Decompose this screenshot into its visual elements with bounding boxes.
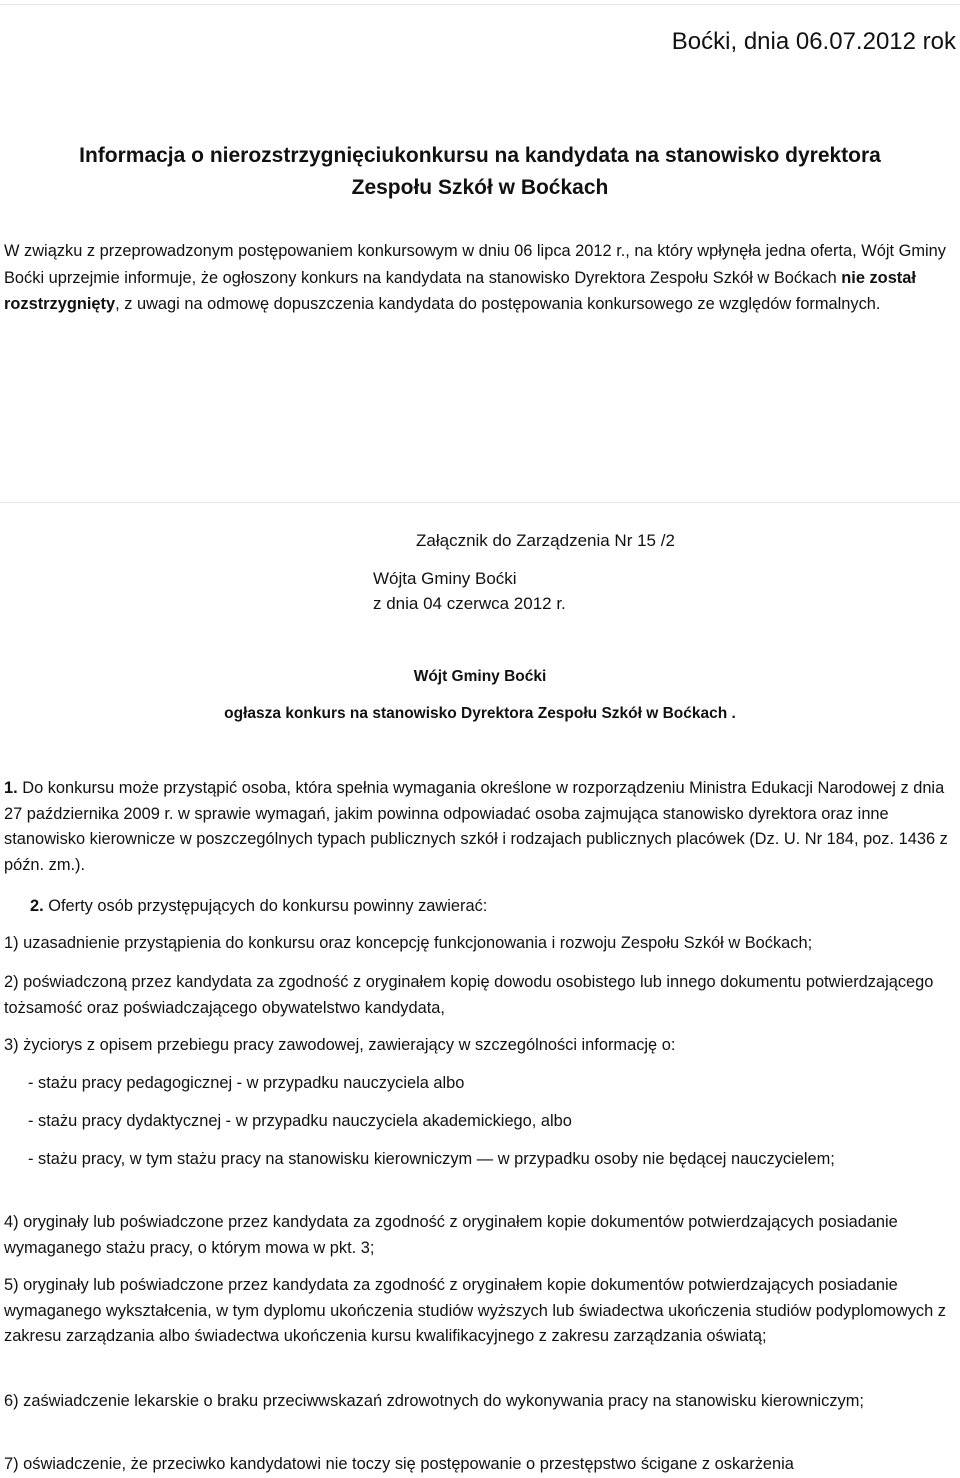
section-2-text: Oferty osób przystępujących do konkursu powinny zawierać: xyxy=(43,897,488,915)
section-2-number: 2. xyxy=(30,897,44,915)
notice-text-end: , z uwagi na odmowę dopuszczenia kandydata do postępowania konkursowego ze względów formalnych. xyxy=(115,295,881,313)
notice-bold-text: nie został rozstrzygnięty xyxy=(4,268,916,313)
document-title xyxy=(0,140,960,204)
annex-line-2: Wójta Gminy Boćki xyxy=(373,569,517,588)
section-2-intro xyxy=(4,894,954,920)
list-item: 3) życiorys z opisem przebiegu pracy zawodowej, zawierający w szczególności informację o: xyxy=(4,1036,676,1054)
announcement-subheading: ogłasza konkurs na stanowisko Dyrektora Zespołu Szkół w Boćkach . xyxy=(224,705,736,722)
section-1-text: Do konkursu może przystąpić osoba, która spełnia wymagania określone w rozporządzeniu Ministra Edukacji Narodowej z dnia 27 października 2009 r. w sprawie wymagań, jakim powinna odpowiadać osoba zajmująca stanowisko dyrektora oraz inne stanowisko kierownicze w poszczególnych typach publicznych szkół i rodzajach publicznych placówek (Dz. U. Nr 184, poz. 1436 z późn. zm.). xyxy=(4,779,948,874)
section-divider xyxy=(0,502,960,503)
annex-line-3: z dnia 04 czerwca 2012 r. xyxy=(373,594,566,613)
list-subitem xyxy=(4,1147,954,1173)
top-divider xyxy=(0,4,960,5)
notice-text-start: W związku z przeprowadzonym postępowaniem konkursowym w dniu 06 lipca 2012 r., na który wpłynęła jedna oferta, Wójt Gminy Boćki uprzejmie informuje, że ogłoszony konkurs na kandydata na stanowisko Dyrektora Zespołu Szkół w Boćkach xyxy=(4,242,946,287)
announcement-heading: Wójt Gminy Boćki xyxy=(413,668,547,685)
list-item: 1) uzasadnienie przystąpienia do konkursu oraz koncepcję funkcjonowania i rozwoju Zespołu Szkół w Boćkach; xyxy=(4,934,813,952)
list-item: 4) oryginały lub poświadczone przez kandydata za zgodność z oryginałem kopie dokumentów potwierdzających posiadanie wymaganego stażu pracy, o którym mowa w pkt. 3; xyxy=(4,1213,898,1257)
list-subitem-text: - stażu pracy, w tym stażu pracy na stanowisku kierowniczym — w przypadku osoby nie będącej nauczycielem; xyxy=(28,1150,835,1168)
list-subitem: - stażu pracy pedagogicznej - w przypadku nauczyciela albo xyxy=(28,1074,465,1092)
title-line-1: Informacja o nierozstrzygnięciukonkursu na kandydata na stanowisko dyrektora xyxy=(79,144,881,167)
list-item: 6) zaświadczenie lekarskie o braku przeciwwskazań zdrowotnych do wykonywania pracy na stanowisku kierowniczym; xyxy=(4,1392,864,1410)
list-item: 2) poświadczoną przez kandydata za zgodność z oryginałem kopię dowodu osobistego lub innego dokumentu potwierdzającego tożsamość oraz poświadczającego obywatelstwo kandydata, xyxy=(4,973,934,1017)
list-item: 5) oryginały lub poświadczone przez kandydata za zgodność z oryginałem kopie dokumentów potwierdzających posiadanie wymaganego wykształcenia, w tym dyplomu ukończenia studiów wyższych lub świadectwa ukończenia studiów podyplomowych z zakresu zarządzania albo świadectwa ukończenia kursu kwalifikacyjnego z zakresu zarządzania oświatą; xyxy=(4,1276,946,1345)
list-subitem: - stażu pracy dydaktycznej - w przypadku nauczyciela akademickiego, albo xyxy=(28,1112,572,1130)
title-line-2: Zespołu Szkół w Boćkach xyxy=(351,176,609,199)
section-1 xyxy=(4,776,954,878)
document-date: Boćki, dnia 06.07.2012 rok xyxy=(671,28,956,55)
list-item: 7) oświadczenie, że przeciwko kandydatowi nie toczy się postępowanie o przestępstwo ścigane z oskarżenia xyxy=(4,1455,794,1473)
notice-paragraph xyxy=(4,238,954,318)
section-1-number: 1. xyxy=(4,779,18,797)
annex-line-1: Załącznik do Zarządzenia Nr 15 /2 xyxy=(416,531,675,550)
